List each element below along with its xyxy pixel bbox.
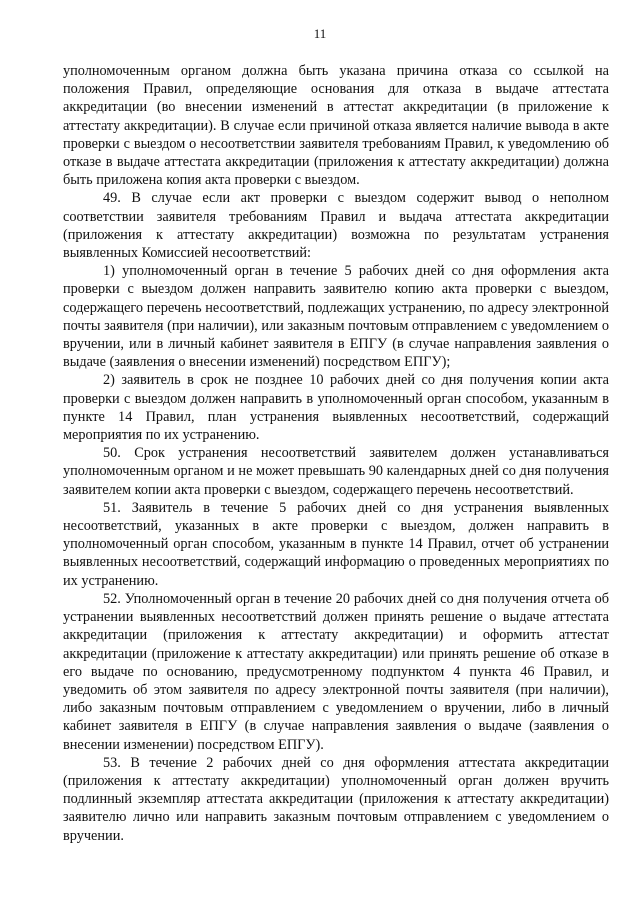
document-body: [63, 62, 609, 845]
paragraph-49-item-1: 1) уполномоченный орган в течение 5 рабочих дней со дня оформления акта проверки с выездом должен направить заявителю копию акта проверки с выездом, содержащего перечень несоответствий, подлежащих устранению, по адресу электронной почты заявителя (при наличии), или заказным почтовым отправлением с уведомлением о вручении, или в личный кабинет заявителя в ЕПГУ (в случае направления заявления о выдаче (заявления о внесении изменений) посредством ЕПГУ);: [63, 263, 609, 371]
paragraph-53: 53. В течение 2 рабочих дней со дня оформления аттестата аккредитации (приложения к аттестату аккредитации) уполномоченный орган должен вручить подлинный экземпляр аттестата аккредитации (приложения к аттестату аккредитации) заявителю лично или направить заказным почтовым отправлением с уведомлением о вручении.: [63, 754, 609, 844]
paragraph-49-item-2: 2) заявитель в срок не позднее 10 рабочих дней со дня получения копии акта проверки с выездом должен направить в уполномоченный орган способом, указанным в пункте 14 Правил, план устранения выявленных несоответствий, содержащий мероприятия по их устранению.: [63, 372, 609, 444]
paragraph-50: 50. Срок устранения несоответствий заявителем должен устанавливаться уполномоченным органом и не может превышать 90 календарных дней со дня получения заявителем копии акта проверки с выездом, содержащего перечень несоответствий.: [63, 445, 609, 498]
paragraph-continuation: уполномоченным органом должна быть указана причина отказа со ссылкой на положения Правил, определяющие основания для отказа в выдаче аттестата аккредитации (во внесении изменений в аттестат аккредитации (в приложение к аттестату аккредитации). В случае если причиной отказа является наличие вывода в акте проверки с выездом о несоответствии заявителя требованиям Правил, к уведомлению об отказе в выдаче аттестата аккредитации (приложения к аттестату аккредитации) должна быть приложена копия акта проверки с выездом.: [63, 63, 609, 189]
page-number: 11: [313, 26, 327, 41]
paragraph-52: 52. Уполномоченный орган в течение 20 рабочих дней со дня получения отчета об устранении выявленных несоответствий должен принять решение о выдаче аттестата аккредитации (приложения к аттестату аккредитации) и оформить аттестат аккредитации (приложение к аттестату аккредитации) или принять решение об отказе в его выдаче по основанию, предусмотренному подпунктом 4 пункта 46 Правил, и уведомить об этом заявителя по адресу электронной почты заявителя (при наличии), либо заказным почтовым отправлением с уведомлением о вручении, либо в личный кабинет заявителя в ЕПГУ (в случае направления заявления о выдаче (заявления о внесении изменении) посредством ЕПГУ).: [63, 590, 609, 753]
paragraph-49: 49. В случае если акт проверки с выездом содержит вывод о неполном соответствии заявителя требованиям Правил и выдача аттестата аккредитации (приложения к аттестату аккредитации) возможна по результатам устранения выявленных Комиссией несоответствий:: [63, 190, 609, 262]
paragraph-51: 51. Заявитель в течение 5 рабочих дней со дня устранения выявленных несоответствий, указанных в акте проверки с выездом, должен направить в уполномоченный орган способом, указанным в пункте 14 Правил, отчет об устранении выявленных несоответствий, содержащий информацию о проведенных мероприятиях по их устранению.: [63, 499, 609, 589]
